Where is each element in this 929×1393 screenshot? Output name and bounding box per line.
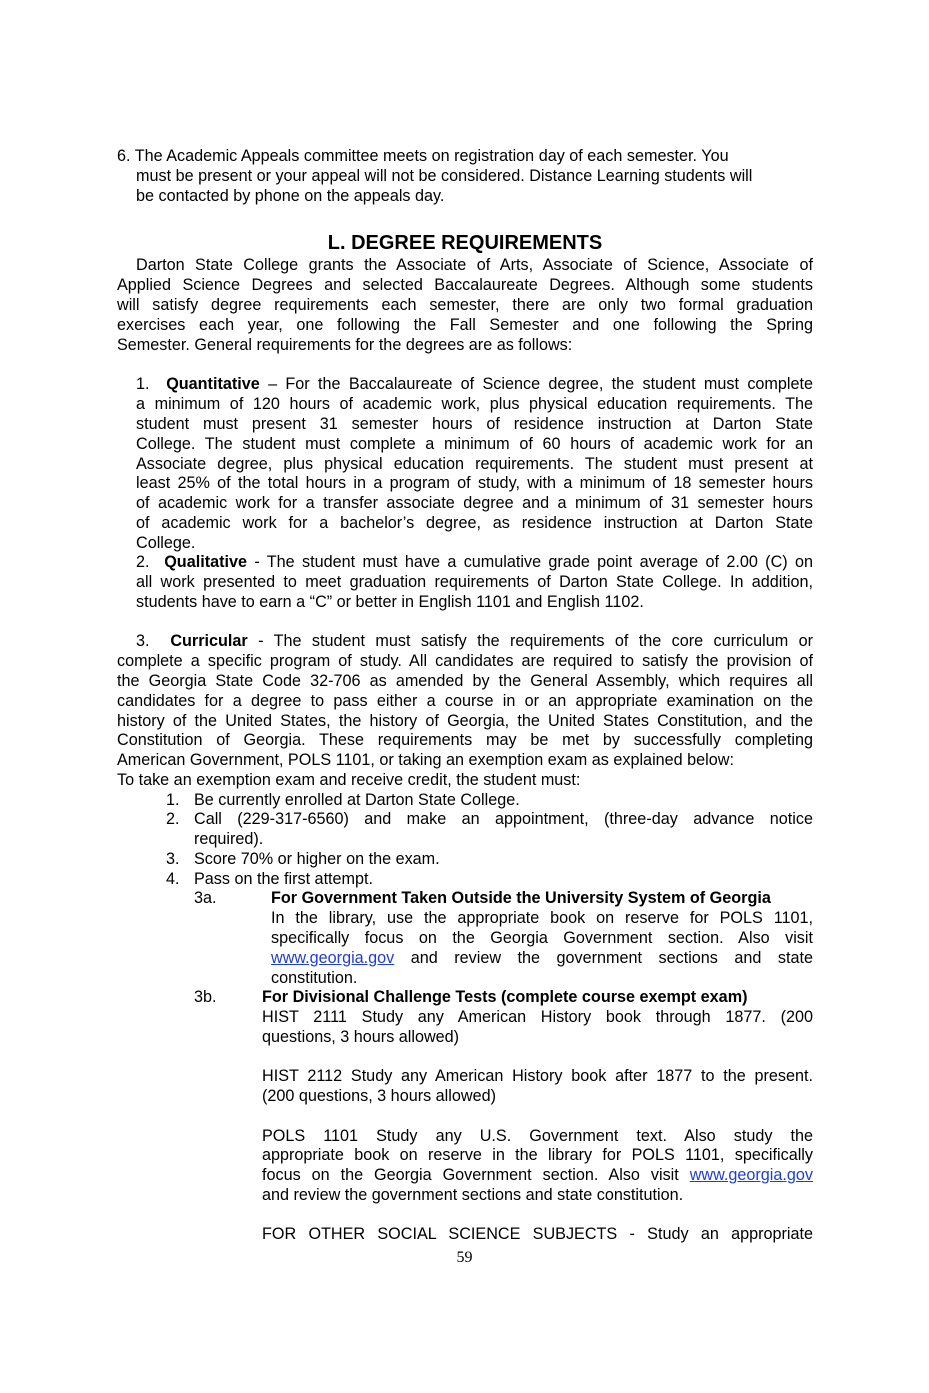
curricular-term: Curricular (170, 632, 248, 650)
qualitative-number: 2. (136, 553, 150, 571)
quantitative-line: Associate degree, plus physical education requirements. The student must present at (136, 455, 813, 473)
intro-line: will satisfy degree requirements each semester, there are only two formal graduation (117, 296, 813, 314)
qualitative-first-line (136, 552, 813, 572)
item6-line2: must be present or your appeal will not be considered. Distance Learning students will (136, 167, 753, 185)
curricular-line: American Government, POLS 1101, or taking an exemption exam as explained below: (117, 751, 734, 769)
quantitative-line: College. The student must complete a minimum of 60 hours of academic work for an (136, 435, 813, 453)
intro-line: exercises each year, one following the Fall Semester and one following the Spring (117, 316, 813, 334)
quantitative-number: 1. (136, 375, 150, 393)
pols1101-line: POLS 1101 Study any U.S. Government text. Also study the (262, 1127, 813, 1145)
exemption-step-number: 1. (166, 791, 180, 809)
intro-line: Applied Science Degrees and selected Baccalaureate Degrees. Although some students (117, 276, 813, 294)
exemption-step-number: 2. (166, 810, 180, 828)
curricular-first-line (136, 631, 813, 651)
quantitative-line: student must present 31 semester hours of residence instruction at Darton State (136, 415, 813, 433)
sub3a-line: specifically focus on the Georgia Government section. Also visit (271, 929, 813, 947)
other-social-science-line: FOR OTHER SOCIAL SCIENCE SUBJECTS - Study an appropriate (262, 1225, 813, 1243)
sub3a-line-text: and review the government sections and state (394, 949, 813, 967)
sub3b-label: 3b. (194, 988, 217, 1006)
sub3a-label: 3a. (194, 889, 217, 907)
qualitative-term: Qualitative (164, 553, 247, 571)
exemption-step-text: Pass on the first attempt. (194, 870, 374, 888)
page-number: 59 (456, 1249, 473, 1266)
exemption-intro: To take an exemption exam and receive credit, the student must: (117, 771, 581, 789)
curricular-line: the Georgia State Code 32-706 as amended by the General Assembly, which requires all (117, 672, 813, 690)
exemption-step-text: Call (229-317-6560) and make an appointment, (three-day advance notice (194, 810, 813, 828)
sub3a-line: constitution. (271, 969, 358, 987)
sub3a-title: For Government Taken Outside the University System of Georgia (271, 889, 771, 907)
pols1101-line: appropriate book on reserve in the library for POLS 1101, specifically (262, 1146, 813, 1164)
section-title: L. DEGREE REQUIREMENTS (327, 232, 603, 254)
quantitative-line: a minimum of 120 hours of academic work, plus physical education requirements. The (136, 395, 813, 413)
curricular-number: 3. (136, 632, 150, 650)
quantitative-line: College. (136, 534, 196, 552)
quantitative-line: of academic work for a bachelor’s degree, as residence instruction at Darton State (136, 514, 813, 532)
curricular-line: candidates for a degree to pass either a course in or an appropriate examination on the (117, 692, 813, 710)
pols1101-line: and review the government sections and state constitution. (262, 1186, 684, 1204)
curricular-text: - The student must satisfy the requirements of the core curriculum or (247, 632, 813, 650)
quantitative-line: of academic work for a transfer associate degree and a minimum of 31 semester hours (136, 494, 813, 512)
hist2112-line: HIST 2112 Study any American History book after 1877 to the present. (262, 1067, 813, 1085)
curricular-line: history of the United States, the history of Georgia, the United States Constitution, and the (117, 712, 813, 730)
quantitative-first-line (136, 374, 813, 394)
sub3b-title: For Divisional Challenge Tests (complete course exempt exam) (262, 988, 748, 1006)
quantitative-term: Quantitative (166, 375, 260, 393)
intro-line: Semester. General requirements for the degrees are as follows: (117, 336, 573, 354)
hist2111-line: questions, 3 hours allowed) (262, 1028, 460, 1046)
quantitative-text: – For the Baccalaureate of Science degree, the student must complete (259, 375, 813, 393)
hist2111-line: HIST 2111 Study any American History book through 1877. (200 (262, 1008, 813, 1026)
pols1101-line-text: focus on the Georgia Government section. Also visit (262, 1166, 690, 1184)
intro-line: Darton State College grants the Associate of Arts, Associate of Science, Associate of (136, 256, 813, 274)
sub3a-line: In the library, use the appropriate book on reserve for POLS 1101, (271, 909, 813, 927)
georgia-gov-link[interactable]: www.georgia.gov (271, 949, 395, 967)
curricular-line: complete a specific program of study. All candidates are required to satisfy the provision of (117, 652, 813, 670)
qualitative-line: students have to earn a “C” or better in English 1101 and English 1102. (136, 593, 644, 611)
curricular-line: Constitution of Georgia. These requirements may be met by successfully completing (117, 731, 813, 749)
exemption-step-text: Score 70% or higher on the exam. (194, 850, 440, 868)
qualitative-text: - The student must have a cumulative grade point average of 2.00 (C) on (246, 553, 813, 571)
hist2112-line: (200 questions, 3 hours allowed) (262, 1087, 496, 1105)
exemption-step-number: 3. (166, 850, 180, 868)
exemption-step-text-cont: required). (194, 830, 264, 848)
qualitative-line: all work presented to meet graduation requirements of Darton State College. In addition, (136, 573, 813, 591)
item6-line1: 6. The Academic Appeals committee meets on registration day of each semester. You (117, 147, 729, 165)
item6-line3: be contacted by phone on the appeals day. (136, 187, 445, 205)
sub3a-link-line (271, 948, 813, 968)
exemption-step-number: 4. (166, 870, 180, 888)
exemption-step-text: Be currently enrolled at Darton State College. (194, 791, 520, 809)
quantitative-line: least 25% of the total hours in a program of study, with a minimum of 18 semester hours (136, 474, 813, 492)
pols1101-link-line (262, 1165, 813, 1185)
georgia-gov-link[interactable]: www.georgia.gov (689, 1166, 813, 1184)
